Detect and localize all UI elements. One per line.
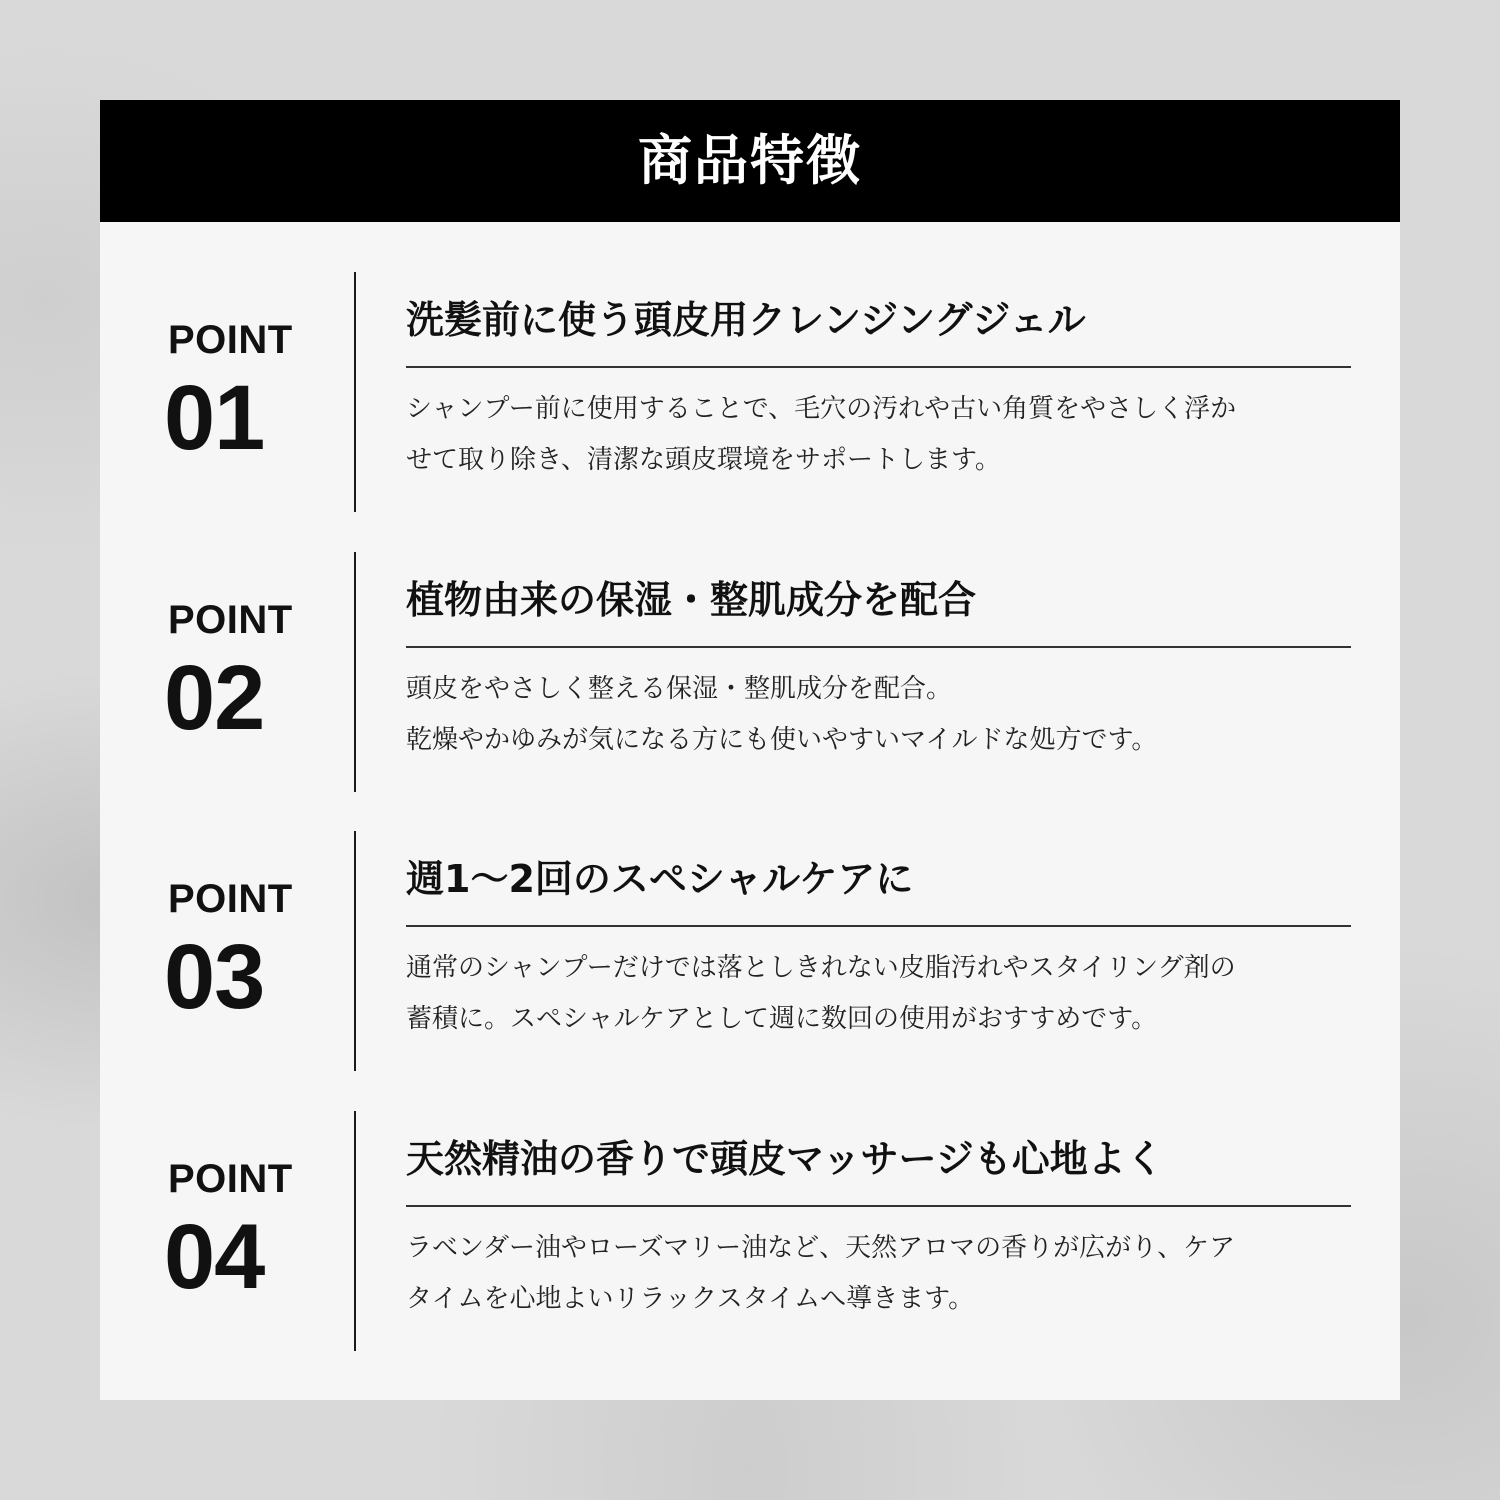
point-number: 01: [164, 367, 265, 469]
point-number: 02: [164, 647, 265, 749]
point-section-02: [100, 552, 1400, 792]
point-description: [406, 1223, 1356, 1325]
description-line: 乾燥やかゆみが気になる方にも使いやすいマイルドな処方です。: [406, 725, 1158, 755]
point-label: POINT: [168, 877, 293, 921]
point-label: POINT: [168, 1157, 293, 1201]
description-line: ラベンダー油やローズマリー油など、天然アロマの香りが広がり、ケア: [406, 1233, 1236, 1263]
description-line: 蓄積に。スペシャルケアとして週に数回の使用がおすすめです。: [406, 1004, 1158, 1034]
point-number: 04: [164, 1206, 265, 1308]
point-description: [406, 943, 1356, 1045]
vertical-divider: [354, 272, 356, 512]
description-line: 通常のシャンプーだけでは落としきれない皮脂汚れやスタイリング剤の: [406, 953, 1236, 983]
point-section-04: [100, 1111, 1400, 1351]
features-panel: [100, 100, 1400, 1400]
horizontal-divider: [406, 366, 1351, 368]
page-title: 商品特徴: [638, 129, 862, 192]
description-line: せて取り除き、清潔な頭皮環境をサポートします。: [406, 445, 1001, 475]
point-label: POINT: [168, 318, 293, 362]
point-number: 03: [164, 926, 265, 1028]
description-line: 頭皮をやさしく整える保湿・整肌成分を配合。: [406, 674, 953, 704]
point-description: [406, 664, 1356, 766]
point-label: POINT: [168, 598, 293, 642]
point-title: 週1～2回のスペシャルケアに: [406, 857, 914, 901]
point-section-01: [100, 272, 1400, 512]
vertical-divider: [354, 552, 356, 792]
horizontal-divider: [406, 925, 1351, 927]
vertical-divider: [354, 831, 356, 1071]
point-title: 植物由来の保湿・整肌成分を配合: [406, 578, 977, 622]
vertical-divider: [354, 1111, 356, 1351]
point-title: 天然精油の香りで頭皮マッサージも心地よく: [406, 1137, 1164, 1181]
description-line: シャンプー前に使用することで、毛穴の汚れや古い角質をやさしく浮か: [406, 394, 1237, 424]
horizontal-divider: [406, 1205, 1351, 1207]
description-line: タイムを心地よいリラックスタイムへ導きます。: [406, 1284, 975, 1314]
header-bar: [100, 100, 1400, 222]
point-description: [406, 384, 1356, 486]
horizontal-divider: [406, 646, 1351, 648]
point-title: 洗髪前に使う頭皮用クレンジングジェル: [406, 298, 1086, 342]
point-section-03: [100, 831, 1400, 1071]
